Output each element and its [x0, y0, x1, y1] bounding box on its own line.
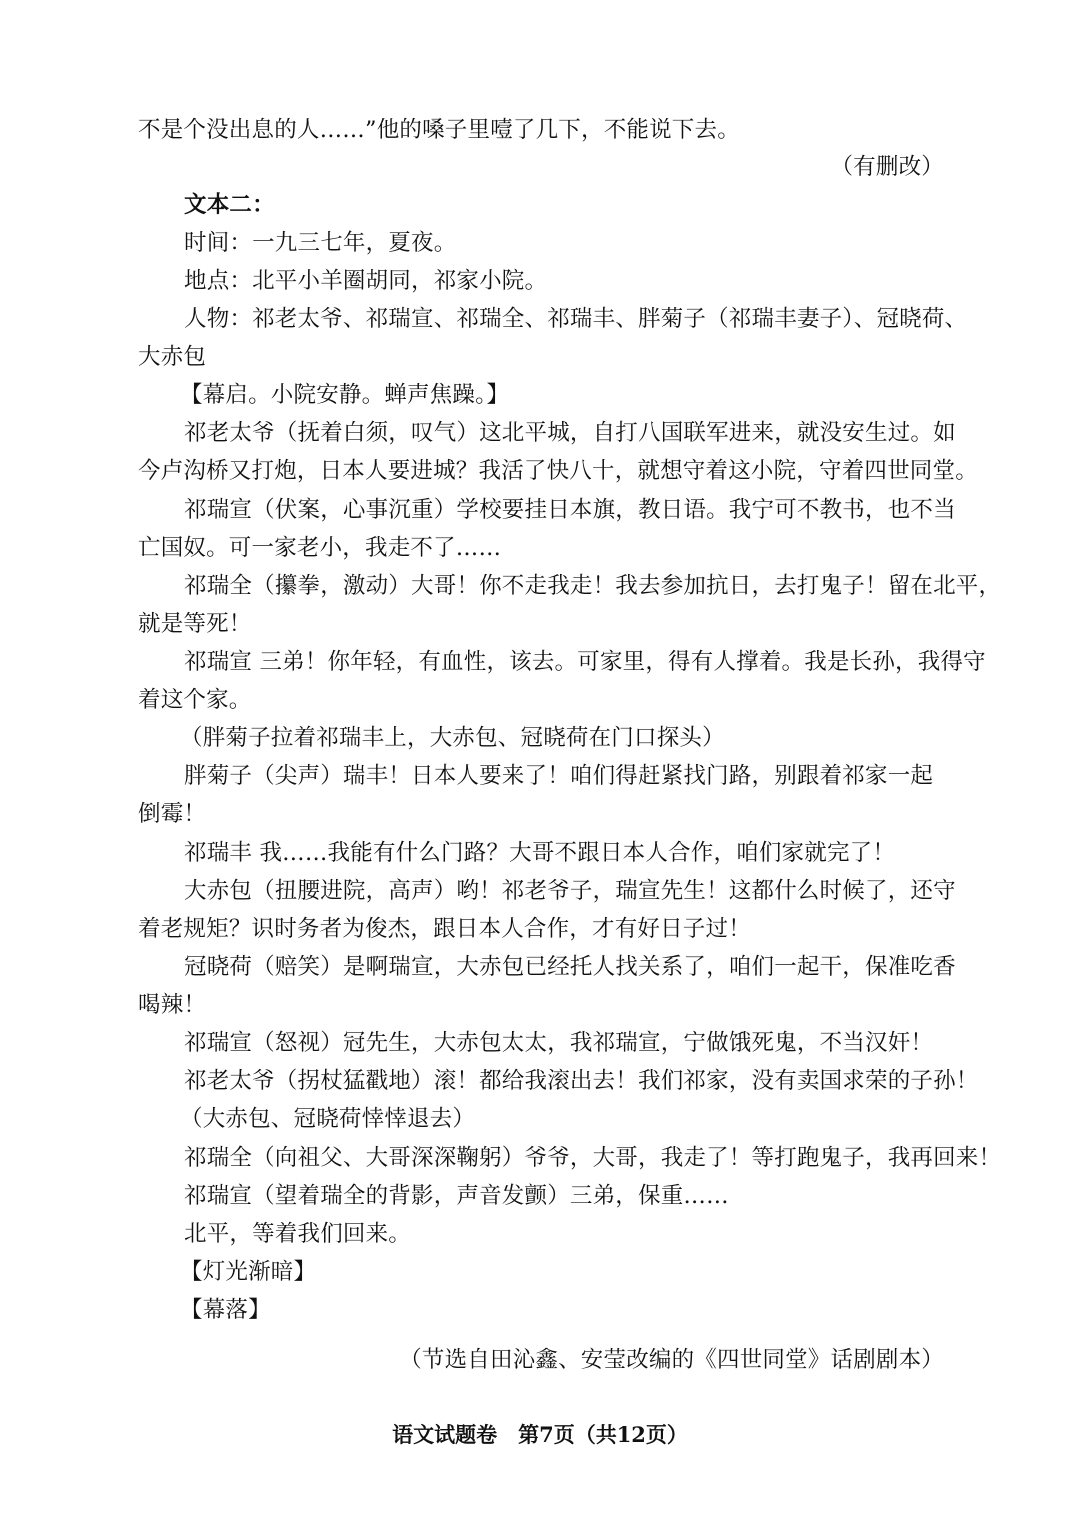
source-note: （有删改） [830, 154, 944, 180]
text-line: 地点：北平小羊圈胡同，祁家小院。 [184, 268, 548, 294]
text-line: 冠晓荷（赔笑）是啊瑞宣，大赤包已经托人找关系了，咱们一起干，保准吃香 [184, 954, 956, 980]
text-line: 祁瑞全（向祖父、大哥深深鞠躬）爷爷，大哥，我走了！等打跑鬼子，我再回来！ [184, 1145, 1002, 1171]
text-line: 祁老太爷（拐杖猛戳地）滚！都给我滚出去！我们祁家，没有卖国求荣的子孙！ [184, 1068, 979, 1094]
text-line: 时间：一九三七年，夏夜。 [184, 230, 457, 256]
stage-direction: （胖菊子拉着祁瑞丰上，大赤包、冠晓荷在门口探头） [180, 725, 725, 751]
text-line: 胖菊子（尖声）瑞丰！日本人要来了！咱们得赶紧找门路，别跟着祁家一起 [184, 763, 934, 789]
text-line: 就是等死！ [138, 611, 252, 637]
text-line: 北平，等着我们回来。 [184, 1221, 412, 1247]
text-line: 今卢沟桥又打炮，日本人要进城？我活了快八十，就想守着这小院，守着四世同堂。 [138, 458, 978, 484]
stage-direction: 【幕落】 [180, 1297, 271, 1323]
section-heading: 文本二： [184, 192, 275, 218]
text-line: 祁瑞宣（伏案，心事沉重）学校要挂日本旗，教日语。我宁可不教书，也不当 [184, 497, 956, 523]
text-line: 大赤包 [138, 344, 207, 370]
text-line: 祁瑞全（攥拳，激动）大哥！你不走我走！我去参加抗日，去打鬼子！留在北平， [184, 573, 1002, 599]
text-line: 不是个没出息的人……”他的嗓子里噎了几下，不能说下去。 [138, 117, 740, 143]
text-line: 祁瑞丰 我……我能有什么门路？大哥不跟日本人合作，咱们家就完了！ [184, 840, 896, 866]
text-line: 着老规矩？识时务者为俊杰，跟日本人合作，才有好日子过！ [138, 916, 751, 942]
page-footer: 语文试题卷 第7页（共12页） [392, 1422, 688, 1447]
text-line: 倒霉！ [138, 801, 207, 827]
text-line: 祁瑞宣（怒视）冠先生，大赤包太太，我祁瑞宣，宁做饿死鬼，不当汉奸！ [184, 1030, 934, 1056]
text-line: 祁瑞宣（望着瑞全的背影，声音发颤）三弟，保重…… [184, 1183, 729, 1209]
text-line: 人物：祁老太爷、祁瑞宣、祁瑞全、祁瑞丰、胖菊子（祁瑞丰妻子）、冠晓荷、 [184, 306, 968, 332]
source-citation: （节选自田沁鑫、安莹改编的《四世同堂》话剧剧本） [399, 1347, 944, 1373]
stage-direction: （大赤包、冠晓荷悻悻退去） [180, 1106, 476, 1132]
text-line: 大赤包（扭腰进院，高声）哟！祁老爷子，瑞宣先生！这都什么时候了，还守 [184, 878, 956, 904]
stage-direction: 【灯光渐暗】 [180, 1259, 317, 1285]
text-line: 祁瑞宣 三弟！你年轻，有血性，该去。可家里，得有人撑着。我是长孙，我得守 [184, 649, 986, 675]
text-line: 祁老太爷（抚着白须，叹气）这北平城，自打八国联军进来，就没安生过。如 [184, 420, 956, 446]
stage-direction: 【幕启。小院安静。蝉声焦躁。】 [180, 382, 510, 408]
text-line: 着这个家。 [138, 687, 252, 713]
text-line: 亡国奴。可一家老小，我走不了…… [138, 535, 502, 561]
text-line: 喝辣！ [138, 992, 207, 1018]
